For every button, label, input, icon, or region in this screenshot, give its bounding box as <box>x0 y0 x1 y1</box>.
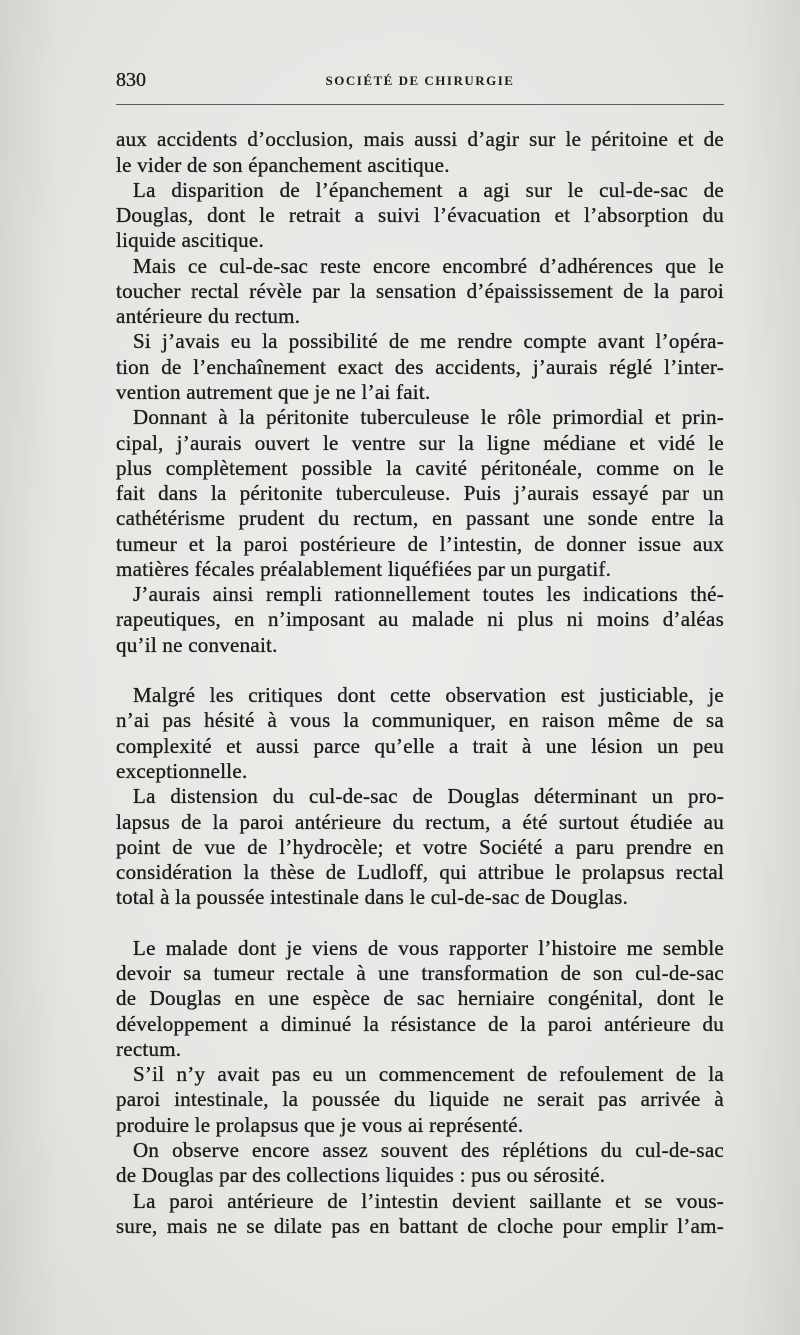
text-line: fait dans la péritonite tuberculeuse. Puis j’aurais essayé par un <box>116 481 724 506</box>
text-line: qu’il ne convenait. <box>116 632 278 657</box>
text-line: Donnant à la péritonite tuberculeuse le rôle primordial et prin- <box>133 405 724 430</box>
section-break <box>116 911 724 936</box>
paragraph <box>116 582 724 658</box>
text-line: On observe encore assez souvent des réplétions du cul-de-sac <box>133 1137 724 1162</box>
text-line: toucher rectal révèle par la sensation d’épaississement de la paroi <box>116 278 724 303</box>
paragraph <box>116 936 724 1062</box>
text-line: exceptionnelle. <box>116 759 248 783</box>
header-rule <box>116 104 724 105</box>
text-line: tion de l’enchaînement exact des accidents, j’aurais réglé l’inter- <box>116 354 724 379</box>
section-break <box>116 658 724 683</box>
paragraph <box>116 329 724 405</box>
paragraph <box>116 1138 724 1189</box>
paragraph <box>116 254 724 330</box>
text-line: tumeur et la paroi postérieure de l’intestin, de donner issue aux <box>116 531 724 556</box>
text-line: cathétérisme prudent du rectum, en passant une sonde entre la <box>116 506 724 531</box>
paragraph <box>116 784 724 910</box>
text-line: cipal, j’aurais ouvert le ventre sur la ligne médiane et vidé le <box>116 430 724 455</box>
text-line: aux accidents d’occlusion, mais aussi d’agir sur le péritoine et de <box>116 127 724 152</box>
paragraph <box>116 178 724 254</box>
page-number: 830 <box>116 69 146 91</box>
text-line: développement a diminué la résistance de la paroi antérieure du <box>116 1011 724 1036</box>
text-line: total à la poussée intestinale dans le cul-de-sac de Douglas. <box>116 885 629 910</box>
text-line: sure, mais ne se dilate pas en battant de cloche pour emplir l’am- <box>116 1213 724 1238</box>
text-line: lapsus de la paroi antérieure du rectum, a été surtout étudiée au <box>116 809 724 834</box>
paragraph <box>116 683 724 784</box>
paragraph <box>116 1062 724 1138</box>
text-line: S’il n’y avait pas eu un commencement de refoulement de la <box>133 1062 724 1087</box>
running-head-title: SOCIÉTÉ DE CHIRURGIE <box>325 73 515 88</box>
text-line: devoir sa tumeur rectale à une transformation de son cul-de-sac <box>116 961 724 986</box>
text-line: Malgré les critiques dont cette observation est justiciable, je <box>133 683 724 708</box>
body-text <box>116 127 724 1239</box>
text-line: Le malade dont je viens de vous rapporter l’histoire me semble <box>133 935 724 960</box>
text-line: Douglas, dont le retrait a suivi l’évacuation et l’absorption du <box>116 203 724 228</box>
text-line: produire le prolapsus que je vous ai représenté. <box>116 1112 524 1137</box>
text-line: liquide ascitique. <box>116 228 264 253</box>
paragraph <box>116 405 724 582</box>
text-line: La disparition de l’épanchement a agi sur le cul-de-sac de <box>133 177 724 202</box>
text-line: de Douglas par des collections liquides : pus ou sérosité. <box>116 1163 606 1188</box>
text-line: point de vue de l’hydrocèle; et votre Société a paru prendre en <box>116 834 724 859</box>
paragraph <box>116 1189 724 1240</box>
text-line: vention autrement que je ne l’ai fait. <box>116 380 431 405</box>
paragraph <box>116 127 724 178</box>
text-line: matières fécales préalablement liquéfiées par un purgatif. <box>116 556 612 581</box>
text-line: J’aurais ainsi rempli rationnellement toutes les indications thé- <box>133 582 724 607</box>
text-line: complexité et aussi parce qu’elle a trait à une lésion un peu <box>116 733 724 758</box>
text-line: paroi intestinale, la poussée du liquide ne serait pas arrivée à <box>116 1087 724 1112</box>
text-line: rapeutiques, en n’imposant au malade ni plus ni moins d’aléas <box>116 607 724 632</box>
text-line: antérieure du rectum. <box>116 304 301 329</box>
text-line: Si j’avais eu la possibilité de me rendre compte avant l’opéra- <box>133 329 724 354</box>
text-line: La distension du cul-de-sac de Douglas déterminant un pro- <box>133 784 724 809</box>
running-header <box>116 68 724 92</box>
text-line: de Douglas en une espèce de sac herniaire congénital, dont le <box>116 986 724 1011</box>
text-line: Mais ce cul-de-sac reste encore encombré d’adhérences que le <box>133 253 724 278</box>
text-line: n’ai pas hésité à vous la communiquer, en raison même de sa <box>116 708 724 733</box>
text-line: plus complètement possible la cavité péritonéale, comme on le <box>116 455 724 480</box>
text-line: rectum. <box>116 1036 182 1061</box>
text-line: considération la thèse de Ludloff, qui attribue le prolapsus rectal <box>116 860 724 885</box>
text-line: La paroi antérieure de l’intestin devient saillante et se vous- <box>133 1188 724 1213</box>
text-line: le vider de son épanchement ascitique. <box>116 152 450 177</box>
